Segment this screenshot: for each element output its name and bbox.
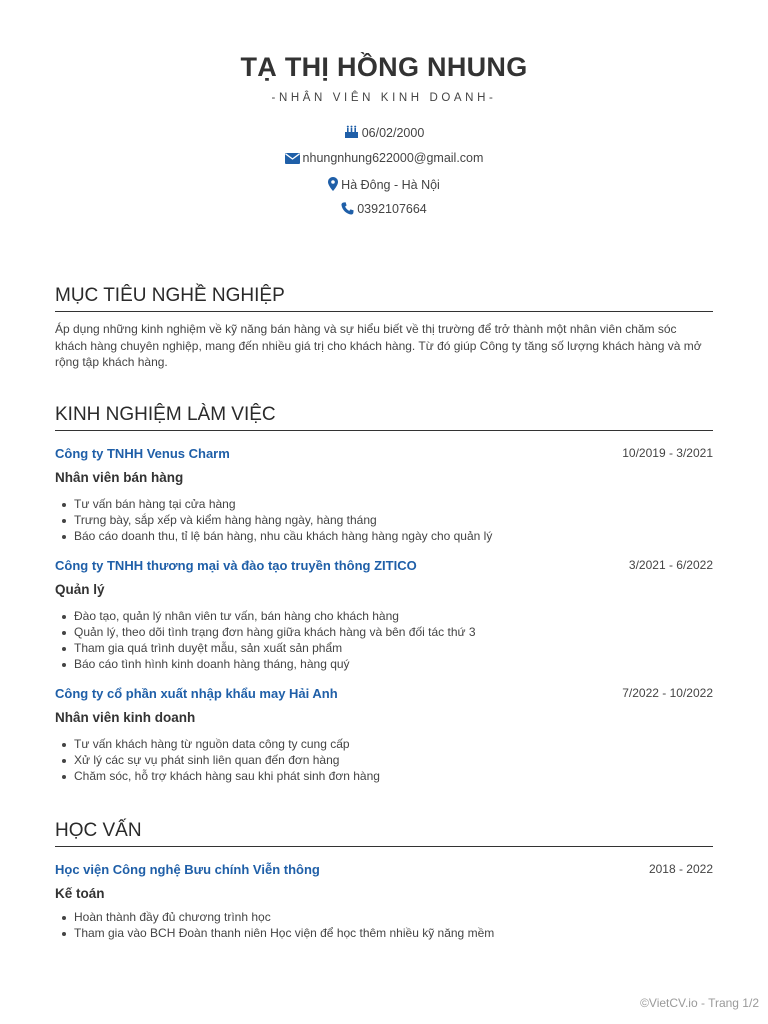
- job-date: 7/2022 - 10/2022: [622, 686, 713, 700]
- experience-heading: KINH NGHIỆM LÀM VIỆC: [55, 404, 713, 431]
- school-name: Học viện Công nghệ Bưu chính Viễn thông: [55, 862, 320, 877]
- job-bullets: [55, 496, 492, 544]
- list-item: Báo cáo doanh thu, tỉ lệ bán hàng, nhu cầu khách hàng hàng ngày cho quản lý: [74, 529, 493, 543]
- job-role: Nhân viên kinh doanh: [55, 710, 196, 725]
- job-company: Công ty TNHH thương mại và đào tạo truyền thông ZITICO: [55, 558, 417, 573]
- education-heading: HỌC VẤN: [55, 820, 713, 847]
- job-date: 3/2021 - 6/2022: [628, 558, 713, 572]
- email-row: [55, 151, 713, 165]
- list-item: Tham gia vào BCH Đoàn thanh niên Học viện để học thêm nhiều kỹ năng mềm: [74, 926, 495, 940]
- phone-row: [55, 202, 713, 216]
- birthday-row: [55, 125, 713, 140]
- envelope-icon: [285, 153, 300, 164]
- email-text[interactable]: nhungnhung622000@gmail.com: [302, 151, 484, 165]
- education-date: 2018 - 2022: [648, 862, 713, 876]
- birthday-text: 06/02/2000: [361, 126, 425, 140]
- phone-icon: [341, 202, 354, 215]
- list-item: Chăm sóc, hỗ trợ khách hàng sau khi phát sinh đơn hàng: [74, 769, 380, 783]
- job-company: Công ty cổ phần xuất nhập khẩu may Hải Anh: [55, 686, 338, 701]
- address-row: [55, 177, 713, 192]
- list-item: Đào tạo, quản lý nhân viên tư vấn, bán hàng cho khách hàng: [74, 608, 476, 624]
- objective-text: Áp dụng những kinh nghiệm về kỹ năng bán hàng và sự hiểu biết về thị trường để trở thành một nhân viên chăm sóc khách hàng chuyên nghiệp, mang đến nhiều giá trị cho khách hàng. Từ đó giúp Công ty tăng số lượng khách hàng và mở rộng tập khách hàng.: [55, 322, 702, 369]
- list-item: Tham gia quá trình duyệt mẫu, sản xuất sản phẩm: [74, 640, 476, 656]
- list-item: Hoàn thành đầy đủ chương trình học: [74, 909, 494, 925]
- page-footer: ©VietCV.io - Trang 1/2: [640, 996, 759, 1010]
- education-bullets: [55, 909, 494, 941]
- list-item: Trưng bày, sắp xếp và kiểm hàng hàng ngày, hàng tháng: [74, 512, 492, 528]
- objective-heading: MỤC TIÊU NGHỀ NGHIỆP: [55, 285, 713, 312]
- job-bullets: [55, 608, 476, 672]
- list-item: Tư vấn khách hàng từ nguồn data công ty cung cấp: [74, 736, 380, 752]
- job-role: Quản lý: [55, 582, 105, 597]
- list-item: Báo cáo tình hình kinh doanh hàng tháng, hàng quý: [74, 656, 476, 672]
- address-text: Hà Đông - Hà Nội: [341, 178, 440, 192]
- job-company: Công ty TNHH Venus Charm: [55, 446, 230, 461]
- education-major: Kế toán: [55, 886, 105, 901]
- candidate-name: TẠ THỊ HỒNG NHUNG: [240, 52, 528, 82]
- list-item: Xử lý các sự vụ phát sinh liên quan đến đơn hàng: [74, 752, 380, 768]
- job-title: -NHÂN VIÊN KINH DOANH-: [271, 92, 497, 104]
- job-bullets: [55, 736, 380, 784]
- list-item: Quản lý, theo dõi tình trạng đơn hàng giữa khách hàng và bên đối tác thứ 3: [74, 625, 476, 639]
- map-pin-icon: [328, 177, 338, 191]
- birthday-cake-icon: [344, 125, 359, 139]
- list-item: Tư vấn bán hàng tại cửa hàng: [74, 496, 492, 512]
- job-role: Nhân viên bán hàng: [55, 470, 184, 485]
- phone-text: 0392107664: [357, 202, 427, 216]
- job-date: 10/2019 - 3/2021: [622, 446, 713, 460]
